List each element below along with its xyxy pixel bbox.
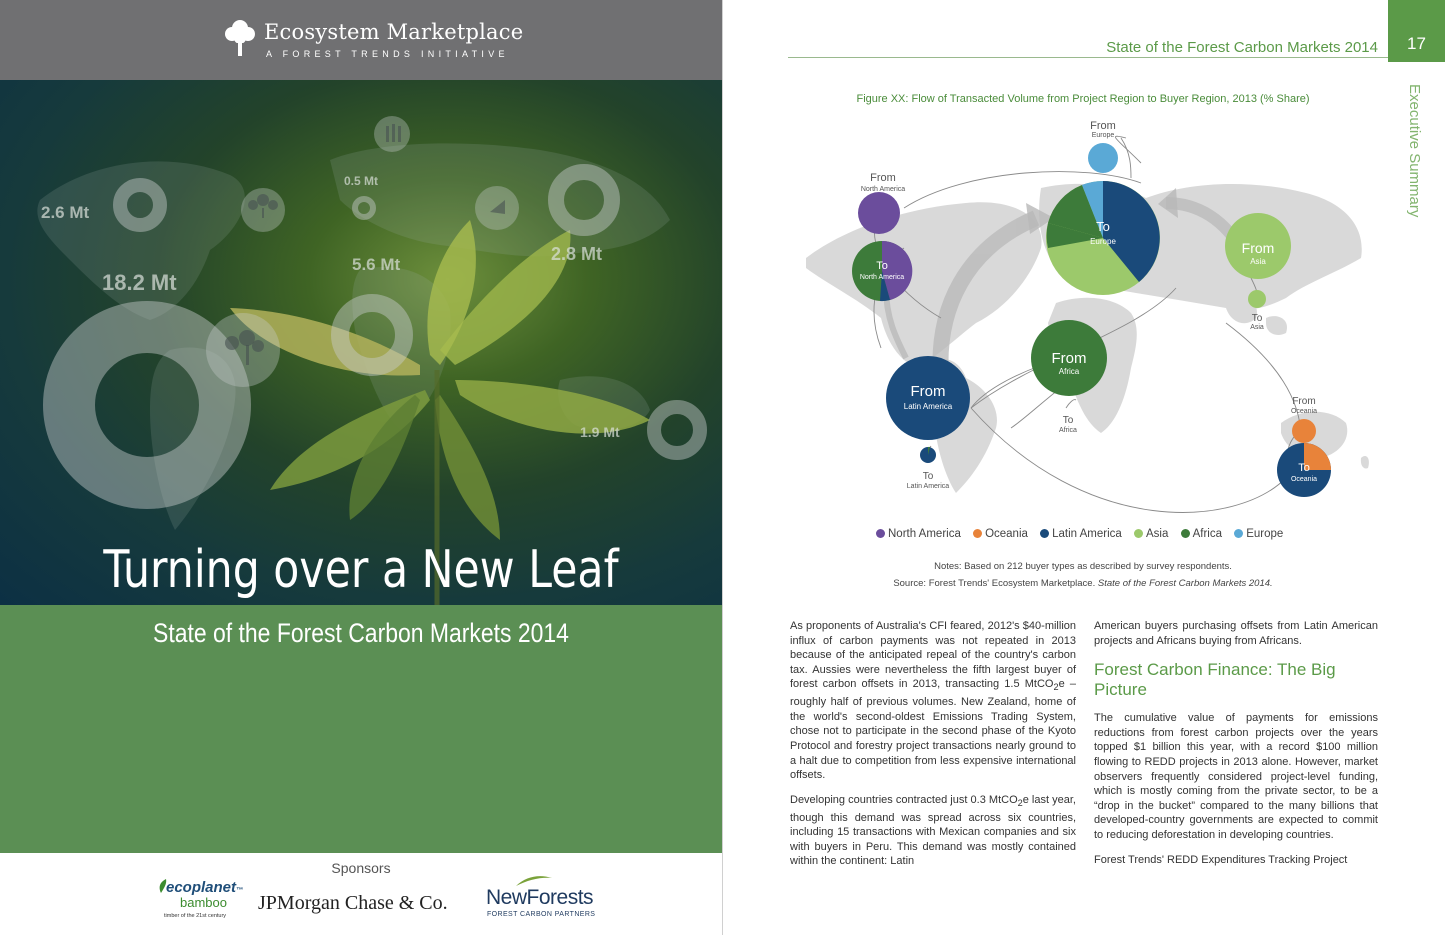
label-to-asia: To xyxy=(1251,313,1263,324)
label-north-america: North America xyxy=(859,274,905,281)
legend-label: North America xyxy=(888,528,961,540)
section-side-tab xyxy=(1406,84,1426,218)
source-title: State of the Forest Carbon Markets 2014. xyxy=(1097,578,1273,589)
cover-photo xyxy=(0,80,722,605)
bubble-to-asia xyxy=(1248,290,1266,308)
legend-swatch xyxy=(876,529,885,538)
label-latin-america: Latin America xyxy=(906,483,950,490)
body-paragraph: American buyers purchasing offsets from Latin American projects and Africans buying from Africans. xyxy=(1094,620,1378,647)
label-to-latin-america: To xyxy=(922,471,934,482)
source-text: Source: Forest Trends' Ecosystem Marketplace. xyxy=(893,578,1098,589)
label-asia: Asia xyxy=(1250,324,1264,331)
legend-label: Asia xyxy=(1146,528,1169,540)
text-column-right xyxy=(1094,619,1378,877)
legend-label: Oceania xyxy=(985,528,1028,540)
jpmorgan-logo: JPMorgan Chase & Co. xyxy=(258,892,448,914)
label-oceania: Oceania xyxy=(1290,408,1318,415)
legend-label: Latin America xyxy=(1052,528,1122,540)
ecoplanet-wordmark: ecoplanet xyxy=(166,879,237,896)
label-north-america: North America xyxy=(860,186,906,193)
stat-label: 2.8 Mt xyxy=(551,244,603,264)
body-paragraph xyxy=(790,619,1076,783)
legend-item xyxy=(1040,528,1122,540)
legend-item xyxy=(1181,528,1222,540)
brand-subtitle: A FOREST TRENDS INITIATIVE xyxy=(266,49,509,59)
bubble-to-latin-america xyxy=(920,447,936,463)
tree-logo-icon xyxy=(224,18,256,58)
legend-swatch xyxy=(1134,529,1143,538)
cover-subtitle: State of the Forest Carbon Markets 2014 xyxy=(153,618,569,648)
legend-swatch xyxy=(1234,529,1243,538)
cover-title: Turning over a New Leaf xyxy=(103,540,619,600)
label-from-north-america: From xyxy=(870,172,896,184)
label-asia: Asia xyxy=(1250,257,1266,266)
paragraph-text: Developing countries contracted just 0.3 MtCO xyxy=(790,793,1018,806)
paragraph-text: As proponents of Australia's CFI feared, 2012's $40-million influx of carbon payments was not repeated in 2013 because of the anticipated repeal of the country's carbon tax. Aussies were nevertheless the fifth largest buyer of forest carbon offsets in 2013, transacting 1.5 MtCO xyxy=(790,620,1076,691)
ecoplanet-bamboo-logo xyxy=(158,877,248,922)
bubble-from-oceania xyxy=(1292,419,1316,443)
legend-swatch xyxy=(1040,529,1049,538)
figure-source xyxy=(788,578,1378,589)
subscript: 2 xyxy=(1017,797,1023,808)
body-paragraph xyxy=(790,793,1076,869)
report-cover xyxy=(0,0,722,935)
label-africa: Africa xyxy=(1058,367,1080,376)
section-heading: Forest Carbon Finance: The Big Picture xyxy=(1094,660,1336,700)
legend-label: Europe xyxy=(1246,528,1284,540)
ecoplanet-tagline: timber of the 21st century xyxy=(164,913,227,919)
label-to-europe: To xyxy=(1096,219,1110,234)
stat-label: 5.6 Mt xyxy=(352,255,401,274)
stat-label: 0.5 Mt xyxy=(344,174,379,188)
figure-title: Figure XX: Flow of Transacted Volume from Project Region to Buyer Region, 2013 (% Share) xyxy=(856,93,1310,105)
newforests-wordmark: NewForests xyxy=(486,886,594,909)
label-from-asia: From xyxy=(1241,240,1275,256)
bubble-from-europe xyxy=(1088,143,1118,173)
map-legend xyxy=(876,528,1292,540)
legend-swatch xyxy=(1181,529,1190,538)
bubble-from-north-america xyxy=(858,192,900,234)
leaf-world-graphic xyxy=(0,80,722,605)
page-divider xyxy=(722,0,723,935)
label-to-oceania: To xyxy=(1298,462,1310,474)
body-paragraph: The cumulative value of payments for emissions reductions from forest carbon projects over the years topped $1 billion this year, with a record $100 million flowing to REDD projects in 2013 alone. However, market observers frequently considered project-level funding, which is mostly coming from the private sector, to be a “drop in the bucket” compared to the many billions that developed-country governments are expected to commit to reducing deforestation in developing countries. xyxy=(1094,712,1378,841)
trademark-symbol: ™ xyxy=(236,887,244,894)
legend-item xyxy=(1134,528,1168,540)
sponsors-label: Sponsors xyxy=(331,860,391,876)
label-from-europe: From xyxy=(1090,120,1116,132)
side-tab-label: Executive Summary xyxy=(1406,84,1423,218)
legend-item xyxy=(973,528,1028,540)
label-europe: Europe xyxy=(1091,132,1115,139)
label-oceania: Oceania xyxy=(1290,476,1318,483)
legend-swatch xyxy=(973,529,982,538)
stat-label: 2.6 Mt xyxy=(41,203,90,222)
stat-label: 18.2 Mt xyxy=(102,270,177,295)
newforests-logo xyxy=(484,874,599,924)
header-rule xyxy=(788,57,1388,58)
label-europe: Europe xyxy=(1090,237,1116,246)
bamboo-wordmark: bamboo xyxy=(180,895,227,910)
legend-item xyxy=(876,528,961,540)
figure-notes: Notes: Based on 212 buyer types as described by survey respondents. xyxy=(934,561,1232,572)
page-number: 17 xyxy=(1388,0,1445,62)
label-to-north-america: To xyxy=(876,260,888,272)
stat-label: 1.9 Mt xyxy=(580,424,620,440)
label-to-africa: To xyxy=(1062,415,1074,426)
label-latin-america: Latin America xyxy=(903,402,953,411)
label-africa: Africa xyxy=(1059,427,1077,434)
paragraph-text: e last year, though this demand was spread across six countries, including 15 transactions with Mexican companies and six with buyers in Peru. This demand was mostly contained within the continent: Latin xyxy=(790,793,1076,868)
flow-map-figure xyxy=(786,108,1386,518)
label-from-latin-america: From xyxy=(910,383,946,400)
body-paragraph: Forest Trends' REDD Expenditures Tracking Project xyxy=(1094,853,1348,866)
subscript: 2 xyxy=(1053,682,1059,693)
newforests-tagline: FOREST CARBON PARTNERS xyxy=(487,911,596,918)
cover-header xyxy=(0,0,722,80)
text-column-left xyxy=(790,619,1076,879)
legend-item xyxy=(1234,528,1283,540)
label-from-africa: From xyxy=(1051,350,1087,367)
label-from-oceania: From xyxy=(1292,396,1316,407)
running-head: State of the Forest Carbon Markets 2014 xyxy=(1106,39,1378,56)
legend-label: Africa xyxy=(1192,528,1222,540)
paragraph-text: e – roughly half of previous volumes. New Zealand, home of the world's second-oldest Emissions Trading System, chose not to participate in the second phase of the Kyoto Protocol and forestry project transactions nearly ground to a halt due to competition from less expensive international offsets. xyxy=(790,678,1076,782)
brand-name: Ecosystem Marketplace xyxy=(264,20,524,44)
